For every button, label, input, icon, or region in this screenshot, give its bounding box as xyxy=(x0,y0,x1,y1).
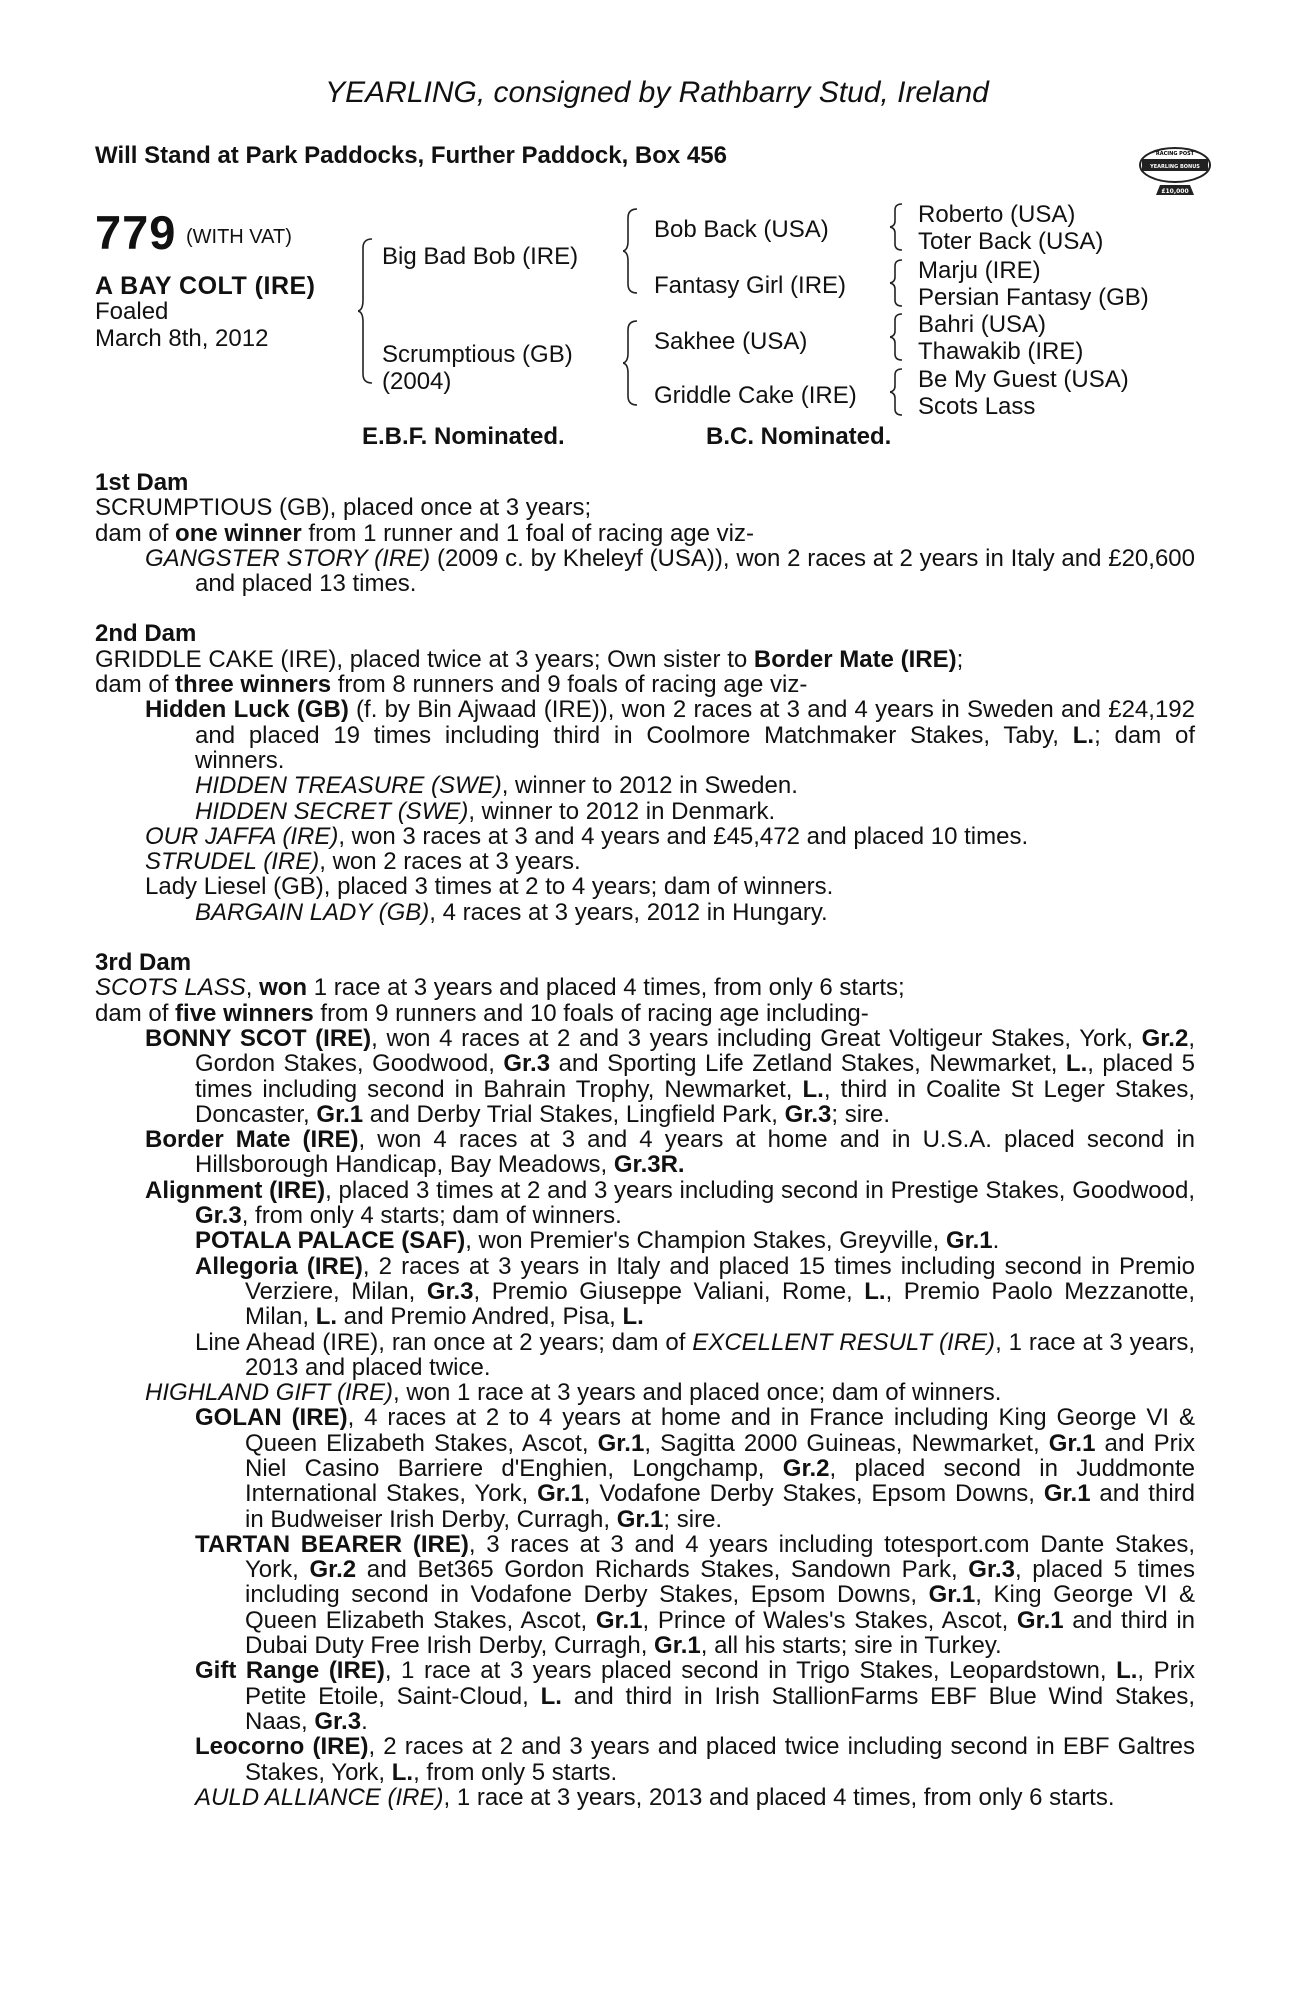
foaled-date: March 8th, 2012 xyxy=(95,325,269,352)
produce-bonny-scot: BONNY SCOT (IRE), won 4 races at 2 and 3 years including Great Voltigeur Stakes, York, Gr.2, Gordon Stakes, Goodwood, Gr.3 and Sporting Life Zetland Stakes, Newmarket, L., placed 5 times including second in Bahrain Trophy, Newmarket, L., third in Coalite St Leger Stakes, Doncaster, Gr.1 and Derby Trial Stakes, Lingfield Park, Gr.3; sire. xyxy=(145,1024,1195,1128)
g-2: Toter Back (USA) xyxy=(918,228,1104,255)
produce-our-jaffa: OUR JAFFA (IRE), won 3 races at 3 and 4 years and £45,472 and placed 10 times. xyxy=(145,822,1029,850)
sire-sire: Bob Back (USA) xyxy=(654,216,829,243)
sire-line-bracket xyxy=(623,208,639,294)
badge-mid-text: YEARLING BONUS xyxy=(1150,164,1200,170)
produce-gift-range: Gift Range (IRE), 1 race at 3 years placed second in Trigo Stakes, Leopardstown, L., Prix Petite Etoile, Saint-Cloud, L. and third in Irish StallionFarms EBF Blue Wind Stakes, Naas, Gr.3. xyxy=(195,1657,1195,1735)
produce-line-ahead: Line Ahead (IRE), ran once at 2 years; dam of EXCELLENT RESULT (IRE), 1 race at 3 years, 2013 and placed twice. xyxy=(195,1328,1195,1381)
produce-highland-gift: HIGHLAND GIFT (IRE), won 1 race at 3 years and placed once; dam of winners. xyxy=(145,1379,1002,1407)
ebf-nominated: E.B.F. Nominated. xyxy=(362,423,565,450)
produce-strudel: STRUDEL (IRE), won 2 races at 3 years. xyxy=(145,848,581,876)
stand-location: Will Stand at Park Paddocks, Further Paddock, Box 456 xyxy=(95,142,727,169)
page-title: YEARLING, consigned by Rathbarry Stud, Ireland xyxy=(325,76,989,109)
lot-number: 779 xyxy=(95,206,177,259)
produce-tartan-bearer: TARTAN BEARER (IRE), 3 races at 3 and 4 years including totesport.com Dante Stakes, York, Gr.2 and Bet365 Gordon Richards Stakes, Sandown Park, Gr.3, placed 5 times including second in Vodafone Derby Stakes, Epsom Downs, Gr.1, King George VI & Queen Elizabeth Stakes, Ascot, Gr.1, Prince of Wales's Stakes, Ascot, Gr.1 and third in Dubai Duty Free Irish Derby, Curragh, Gr.1, all his starts; sire in Turkey. xyxy=(195,1530,1195,1660)
produce-golan: GOLAN (IRE), 4 races at 2 to 4 years at home and in France including King George VI & Queen Elizabeth Stakes, Ascot, Gr.1, Sagitta 2000 Guineas, Newmarket, Gr.1 and Prix Niel Casino Barriere d'Enghien, Longchamp, Gr.2, placed second in Juddmonte International Stakes, York, Gr.1, Vodafone Derby Stakes, Epsom Downs, Gr.1 and third in Budweiser Irish Derby, Curragh, Gr.1; sire. xyxy=(195,1404,1196,1533)
third-dam-heading: 3rd Dam xyxy=(95,949,192,977)
dam-name: Scrumptious (GB) xyxy=(382,341,573,368)
g-7: Be My Guest (USA) xyxy=(918,366,1129,393)
produce-lady-liesel: Lady Liesel (GB), placed 3 times at 2 to 4 years; dam of winners. xyxy=(145,873,834,901)
produce-leocorno: Leocorno (IRE), 2 races at 2 and 3 years and placed twice including second in EBF Galtres Stakes, York, L., from only 5 starts. xyxy=(195,1733,1195,1786)
first-dam-produce-summary: dam of one winner from 1 runner and 1 foal of racing age viz- xyxy=(95,519,754,547)
produce-allegoria: Allegoria (IRE), 2 races at 3 years in Italy and placed 15 times including second in Premio Verziere, Milan, Gr.3, Premio Giuseppe Valiani, Rome, L., Premio Paolo Mezzanotte, Milan, L. and Premio Andred, Pisa, L. xyxy=(195,1252,1195,1331)
sire-dam: Fantasy Girl (IRE) xyxy=(654,272,847,299)
produce-hidden-secret: HIDDEN SECRET (SWE), winner to 2012 in Denmark. xyxy=(195,797,776,825)
produce-gangster-story: GANGSTER STORY (IRE) (2009 c. by Kheleyf (USA)), won 2 races at 2 years in Italy and £20,600 and placed 13 times. xyxy=(145,544,1195,598)
second-dam-line: GRIDDLE CAKE (IRE), placed twice at 3 years; Own sister to Border Mate (IRE); xyxy=(95,645,964,673)
first-dam-heading: 1st Dam xyxy=(95,469,189,496)
foaled-label: Foaled xyxy=(95,298,169,325)
dam-sire: Sakhee (USA) xyxy=(654,328,808,355)
g-bracket-2 xyxy=(890,259,904,307)
first-dam-line: SCRUMPTIOUS (GB), placed once at 3 years; xyxy=(95,494,592,522)
third-dam-produce-summary: dam of five winners from 9 runners and 10 foals of racing age including- xyxy=(95,999,869,1027)
g-5: Bahri (USA) xyxy=(918,311,1047,338)
vat-note: (WITH VAT) xyxy=(186,226,292,248)
produce-hidden-treasure: HIDDEN TREASURE (SWE), winner to 2012 in Sweden. xyxy=(195,772,798,800)
badge-amount-text: £10,000 xyxy=(1161,188,1189,195)
second-dam-produce-summary: dam of three winners from 8 runners and 9 foals of racing age viz- xyxy=(95,671,808,699)
g-4: Persian Fantasy (GB) xyxy=(918,284,1149,311)
dam-line-bracket xyxy=(623,320,639,406)
produce-alignment: Alignment (IRE), placed 3 times at 2 and 3 years including second in Prestige Stakes, Goodwood, Gr.3, from only 4 starts; dam of winners. xyxy=(145,1176,1195,1230)
lot-name: A BAY COLT (IRE) xyxy=(95,272,316,300)
produce-hidden-luck: Hidden Luck (GB) (f. by Bin Ajwaad (IRE)), won 2 races at 3 and 4 years in Sweden and £24,192 and placed 19 times including third in Coolmore Matchmaker Stakes, Taby, L.; dam of winners. xyxy=(145,696,1195,774)
dam-year: (2004) xyxy=(382,368,452,395)
dam-dam: Griddle Cake (IRE) xyxy=(654,382,857,409)
produce-potala-palace: POTALA PALACE (SAF), won Premier's Champion Stakes, Greyville, Gr.1. xyxy=(195,1227,1000,1255)
g-6: Thawakib (IRE) xyxy=(918,338,1084,365)
g-bracket-4 xyxy=(890,368,904,416)
produce-auld-alliance: AULD ALLIANCE (IRE), 1 race at 3 years, 2013 and placed 4 times, from only 6 starts. xyxy=(195,1783,1115,1811)
g-bracket-3 xyxy=(890,313,904,361)
g-bracket-1 xyxy=(890,203,904,251)
g-8: Scots Lass xyxy=(918,393,1036,420)
badge-top-text: RACING POST xyxy=(1155,151,1195,157)
bc-nominated: B.C. Nominated. xyxy=(706,423,892,450)
produce-border-mate: Border Mate (IRE), won 4 races at 3 and 4 years at home and in U.S.A. placed second in Hillsborough Handicap, Bay Meadows, Gr.3R. xyxy=(145,1126,1196,1179)
g-1: Roberto (USA) xyxy=(918,201,1076,228)
sire-name: Big Bad Bob (IRE) xyxy=(382,243,579,270)
third-dam-line: SCOTS LASS, won 1 race at 3 years and placed 4 times, from only 6 starts; xyxy=(95,974,905,1002)
sire-dam-bracket xyxy=(358,238,374,384)
produce-record xyxy=(95,470,1195,1810)
produce-bargain-lady: BARGAIN LADY (GB), 4 races at 3 years, 2012 in Hungary. xyxy=(195,898,828,926)
g-3: Marju (IRE) xyxy=(918,257,1041,284)
yearling-bonus-badge-icon xyxy=(1138,143,1212,199)
second-dam-heading: 2nd Dam xyxy=(95,620,197,648)
